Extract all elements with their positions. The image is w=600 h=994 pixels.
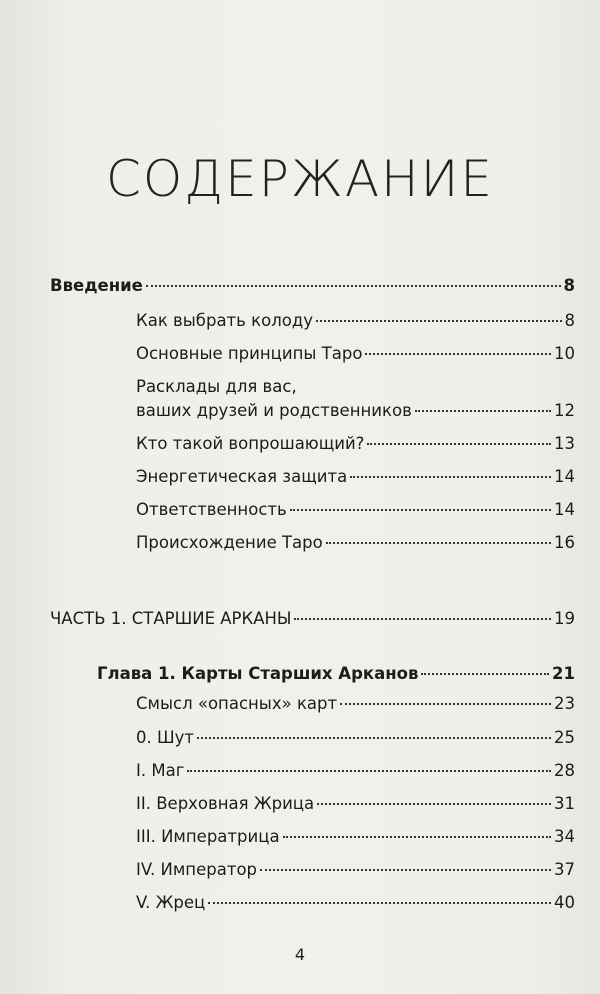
toc-entry-page: 13 bbox=[554, 434, 575, 453]
page-number: 4 bbox=[294, 945, 306, 964]
toc-entry bbox=[136, 310, 575, 332]
toc-entry-page: 40 bbox=[554, 893, 575, 912]
toc-entry-page: 19 bbox=[554, 609, 575, 628]
toc-entry-page: 16 bbox=[554, 533, 575, 552]
toc-entry bbox=[136, 499, 575, 521]
dot-leader bbox=[146, 285, 561, 287]
dot-leader bbox=[294, 618, 551, 620]
toc-entry-label: Энергетическая защита bbox=[136, 467, 348, 486]
dot-leader bbox=[367, 443, 551, 445]
toc-entry-page: 25 bbox=[554, 728, 575, 747]
toc-entry-part-1 bbox=[50, 608, 575, 630]
toc-entry bbox=[136, 727, 575, 749]
dot-leader bbox=[326, 542, 551, 544]
toc-entry-label-line1: Расклады для вас, bbox=[136, 377, 297, 396]
toc-entry-page: 8 bbox=[563, 276, 575, 295]
toc-entry bbox=[136, 760, 575, 782]
toc-entry bbox=[136, 433, 575, 455]
toc-entry-label: I. Маг bbox=[136, 761, 185, 780]
dot-leader bbox=[350, 476, 551, 478]
toc-entry-label: Ответственность bbox=[136, 500, 287, 519]
toc-entry-label: Введение bbox=[50, 276, 143, 295]
dot-leader bbox=[415, 410, 551, 412]
toc-entry-label: II. Верховная Жрица bbox=[136, 794, 315, 813]
toc-entry-page: 14 bbox=[554, 467, 575, 486]
toc-entry-page: 23 bbox=[554, 694, 575, 713]
toc-entry-page: 8 bbox=[564, 311, 575, 330]
dot-leader bbox=[290, 509, 551, 511]
toc-entry-label: Основные принципы Таро bbox=[136, 344, 363, 363]
toc-entry-label: Кто такой вопрошающий? bbox=[136, 434, 365, 453]
toc-entry-page: 28 bbox=[554, 761, 575, 780]
toc-entry-intro bbox=[50, 275, 575, 297]
toc-entry-chapter-1 bbox=[97, 663, 575, 685]
toc-entry-label: 0. Шут bbox=[136, 728, 195, 747]
toc-entry bbox=[136, 400, 575, 422]
dot-leader bbox=[365, 353, 551, 355]
toc-entry bbox=[136, 466, 575, 488]
dot-leader bbox=[187, 770, 551, 772]
toc-entry-page: 14 bbox=[554, 500, 575, 519]
toc-entry bbox=[136, 693, 575, 715]
toc-entry-page: 37 bbox=[554, 860, 575, 879]
toc-entry bbox=[136, 859, 575, 881]
toc-entry-label: V. Жрец bbox=[136, 893, 206, 912]
toc-entry bbox=[136, 343, 575, 365]
dot-leader bbox=[197, 737, 551, 739]
toc-entry-label: Смысл «опасных» карт bbox=[136, 694, 338, 713]
dot-leader bbox=[260, 869, 551, 871]
dot-leader bbox=[340, 703, 551, 705]
dot-leader bbox=[208, 902, 551, 904]
toc-entry-label: ваших друзей и родственников bbox=[136, 401, 412, 420]
toc-entry bbox=[136, 892, 575, 914]
toc-entry bbox=[136, 532, 575, 554]
toc-entry-page: 12 bbox=[554, 401, 575, 420]
toc-entry-page: 31 bbox=[554, 794, 575, 813]
toc-entry-label: Глава 1. Карты Старших Арканов bbox=[97, 664, 419, 683]
page-title: СОДЕРЖАНИЕ bbox=[106, 150, 494, 208]
toc-entry-label: IV. Император bbox=[136, 860, 258, 879]
toc-entry-label: Происхождение Таро bbox=[136, 533, 323, 552]
toc-entry-page: 21 bbox=[552, 664, 575, 683]
toc-entry-page: 10 bbox=[554, 344, 575, 363]
dot-leader bbox=[421, 673, 549, 675]
toc-entry-label: Как выбрать колоду bbox=[136, 311, 314, 330]
dot-leader bbox=[283, 836, 551, 838]
dot-leader bbox=[316, 320, 561, 322]
toc-entry-label: ЧАСТЬ 1. СТАРШИЕ АРКАНЫ bbox=[50, 609, 292, 628]
toc-entry-page: 34 bbox=[554, 827, 575, 846]
toc-entry-label: III. Императрица bbox=[136, 827, 280, 846]
dot-leader bbox=[317, 803, 551, 805]
toc-entry bbox=[136, 826, 575, 848]
toc-entry bbox=[136, 793, 575, 815]
